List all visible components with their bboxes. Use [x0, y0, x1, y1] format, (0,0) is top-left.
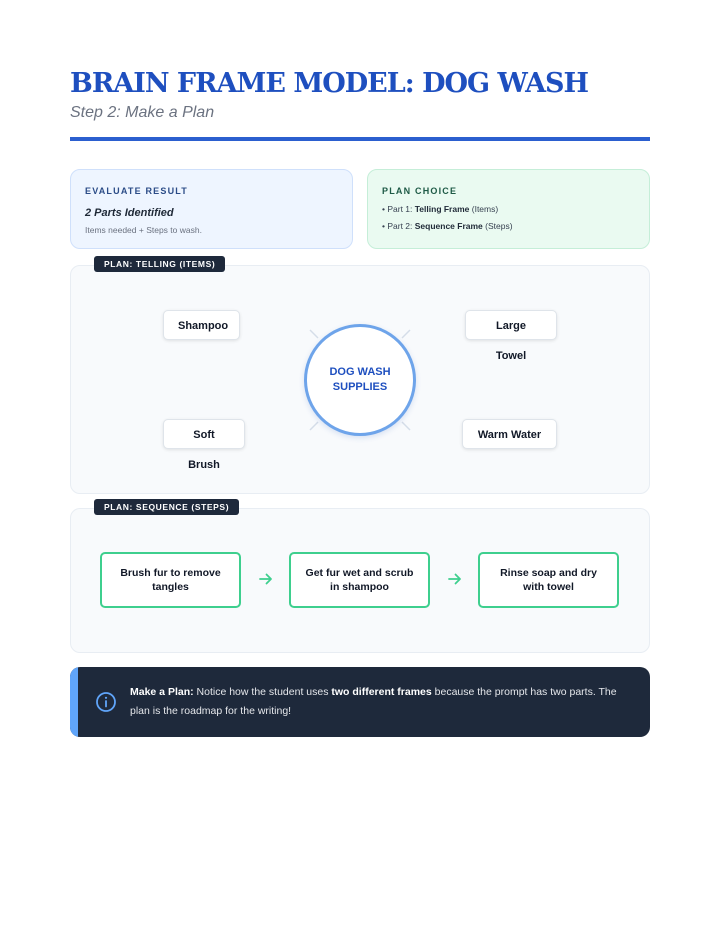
sequence-plan-tag: PLAN: SEQUENCE (STEPS) [94, 499, 239, 515]
plan-choice-part-2: • Part 2: Sequence Frame (Steps) [382, 221, 513, 231]
arrow-right-icon [447, 571, 463, 587]
item-shampoo: Shampoo [163, 310, 240, 340]
page-title: BRAIN FRAME MODEL: DOG WASH [70, 68, 589, 99]
info-icon [95, 691, 117, 713]
evaluate-result-note: Items needed + Steps to wash. [85, 225, 202, 235]
step-2: Get fur wet and scrub in shampoo [289, 552, 430, 608]
plan-choice-part-1: • Part 1: Telling Frame (Items) [382, 204, 499, 214]
item-large-towel: Large Towel [465, 310, 557, 340]
item-warm-water: Warm Water [462, 419, 557, 449]
page-subtitle: Step 2: Make a Plan [70, 104, 215, 121]
center-topic-label: DOG WASH SUPPLIES [329, 366, 391, 393]
step-3: Rinse soap and dry with towel [478, 552, 619, 608]
evaluate-result-headline: 2 Parts Identified [85, 207, 174, 219]
plan-choice-label: PLAN CHOICE [382, 186, 458, 196]
evaluate-result-label: EVALUATE RESULT [85, 186, 188, 196]
arrow-right-icon [258, 571, 274, 587]
telling-plan-tag: PLAN: TELLING (ITEMS) [94, 256, 225, 272]
step-1: Brush fur to remove tangles [100, 552, 241, 608]
callout-text: Make a Plan: Notice how the student uses two different frames because the prompt has two parts. The plan is the roadmap for the writing! [130, 686, 617, 717]
item-soft-brush: Soft Brush [163, 419, 245, 449]
center-topic-circle [304, 324, 416, 436]
callout-accent-bar [70, 667, 78, 737]
make-a-plan-callout [70, 667, 650, 737]
